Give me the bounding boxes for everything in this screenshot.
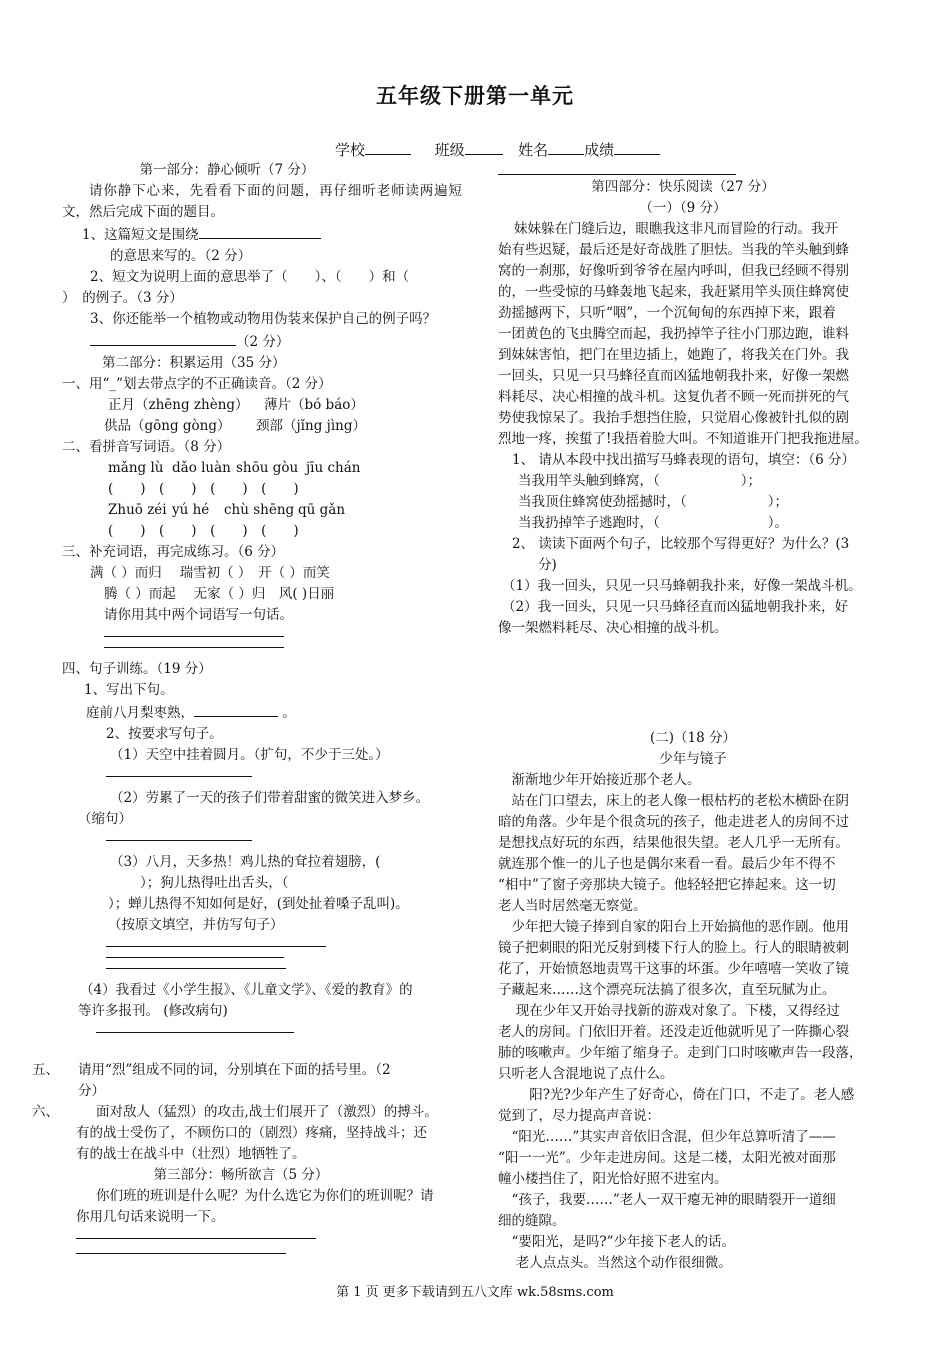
part3: 第三部分：畅所欲言（5 分） 你们班的班训是什么呢？为什么选它为你们的班训呢？请 你用几句话来说明一下。 [76,1165,466,1254]
s4-a: （1）天空中挂着圆月。（扩句，不少于三处。） [110,747,389,763]
pinyin-words-1: mǎng lù dǎo luàn shōu gòu jīu chán [108,460,361,476]
s4-c1: （3）八月，天多热！鸡儿热的耷拉着翅膀，( [110,854,381,870]
reading-two-heading: (二)（18 分） [649,730,736,746]
part1-q3-cont: （2 分） [62,330,462,353]
page-title: 五年级下册第一单元 [376,84,574,108]
school-blank[interactable] [365,140,411,155]
q1-fill-c[interactable]: 当我扔掉竿子逃跑时，（ ）。 [518,515,788,531]
compare-sentence-2: （2）我一回头，只见一只马蜂径直而凶猛地朝我扑来，好 [502,599,849,615]
part1-heading: 第一部分：静心倾听（7 分） [139,162,315,178]
school-label: 学校 [335,141,366,159]
s4-b1: （2）劳累了一天的孩子们带着甜蜜的微笑进入梦乡。 [110,790,430,806]
answer-line[interactable] [76,1228,316,1239]
s4-d2: 等许多报刊。 (修改病句) [78,1003,228,1019]
s4-q2: 2、按要求写句子。 [106,726,223,742]
part4-heading: 第四部分：快乐阅读（27 分） [591,179,775,195]
part1-q2: 2、短文为说明上面的意思举了（ ）、（ ）和（ [90,269,410,285]
answer-line[interactable] [106,830,252,841]
reading-one-heading: （一）（9 分） [639,200,727,216]
answer-brackets-1[interactable]: ( ) ( ) ( ) ( ) [108,481,299,497]
q1-answer-blank[interactable] [199,223,321,239]
answer-line[interactable] [106,958,286,969]
s4-q1-line: 庭前八月梨枣熟， 。 [62,701,462,724]
s4-c2: ）；狗儿热得吐出舌头，（ [140,875,289,891]
answer-line[interactable] [104,637,284,648]
answer-line[interactable] [96,1022,294,1033]
part2-s1: 一、用“_”划去带点字的不正确读音。（2 分） [62,376,332,392]
part1-q2-cont: ） 的例子。（3 分） [62,290,183,306]
poem-answer-blank[interactable] [194,701,278,717]
reading-one-q1: 1、 请从本段中找出描写马蜂表现的语句，填空：（6 分） [512,452,856,468]
q1-fill-a[interactable]: 当我用竿头触到蜂窝，（ ）； [518,473,761,489]
class-label: 班级 [434,141,465,159]
name-blank[interactable] [548,140,584,155]
part1-q3: 3、你还能举一个植物或动物用伪装来保护自己的例子吗？ [90,311,437,327]
idiom-row-2: 腾（ ）而起 无家（ ）归 风( )日丽 [104,586,335,602]
answer-line[interactable] [498,160,736,175]
part1-intro: 请你静下心来，先看看下面的问题，再仔细听老师读两遍短文，然后完成下面的题目。 [62,183,462,220]
part2-heading: 第二部分：积累运用（35 分） [102,355,286,371]
left-column [62,160,462,1037]
s4-q1: 1、写出下句。 [84,682,174,698]
part1-q1-cont: 的意思来写的。（2 分） [110,248,252,264]
part3-heading: 第三部分：畅所欲言（5 分） [153,1167,329,1183]
reading-two-passage: 渐渐地少年开始接近那个老人。 站在门口望去，床上的老人像一根枯朽的老松木横卧在阴 暗的角落。少年是个很贪玩的孩子，他走进老人的房间不过 是想找点好玩的东西，结果他很失望。老人几乎一无所有。 就连那个惟一的儿子也是偶尔来看一看。最后少年不得不 “相中”了窗子旁那块大镜子。他轻轻把它捧起来。这一切 老人当时居然毫无察觉。 少年把大镜子捧到自家的阳台上开始搞他的恶作剧。他用 镜子把刺眼的阳光反射到楼下行人的脸上。行人的眼睛被刺 花了，开始愤怒地责骂干这事的坏蛋。少年嘻嘻一笑收了镜 子藏起来……这个漂亮玩法搞了很多次，直至玩腻为止。 现在少年又开始寻找新的游戏对象了。下楼，又得经过 老人的房间。门依旧开着。还没走近他就听见了一阵撕心裂 肺的咳嗽声。少年缩了缩身子。走到门口时咳嗽声告一段落， 只听老人含混地说了点什么。 阳?光?少年产生了好奇心，倚在门口，不走了。老人感 觉到了，尽力提高声音说： “阳光……”其实声音依旧含混，但少年总算听清了—— “阳一一光”。少年走进房间。这是二楼，太阳光被对面那 幢小楼挡住了，阳光恰好照不进室内。 “孩子，我要……”老人一双干瘪无神的眼睛裂开一道细 细的缝隙。 “要阳光，是吗?”少年接下老人的话。 老人点点头。当然这个动作很细微。 [498,772,863,1271]
page-footer: 第 1 页 更多下载请到五八文库 wk.58sms.com [336,1285,614,1300]
part2-s3: 三、补充词语，再完成练习。（6 分） [62,544,285,560]
reading-one-q2-cont: 分) [538,557,557,573]
answer-line[interactable] [106,947,284,958]
answer-line[interactable] [106,936,326,947]
compare-sentence-1: （1）我一回头，只见一只马蜂朝我扑来，好像一架战斗机。 [502,578,862,594]
s4-b2: （缩句） [78,811,132,827]
answer-line[interactable] [104,626,284,637]
idiom-task: 请你用其中两个词语写一句话。 [104,607,293,623]
answer-brackets-2[interactable]: ( ) ( ) ( ) ( ) [108,523,299,539]
section-six: 六、 面对敌人（猛烈）的攻击,战士们展开了（激烈）的搏斗。 有的战士受伤了，不顾伤口的（剧烈）疼痛，坚持战斗；还 有的战士在战斗中（壮烈）地牺牲了。 [32,1104,438,1162]
s4-c3: ）；蝉儿热得不知如何是好，(到处扯着嗓子乱叫)。 [108,896,409,912]
story-title: 少年与镜子 [659,751,727,767]
score-label: 成绩 [584,141,615,159]
q1-fill-b[interactable]: 当我顶住蜂窝使劲摇撼时，（ ）； [518,494,788,510]
q3-answer-blank[interactable] [90,330,236,346]
pinyin-words-2: Zhuō zéi yú hé chù shēng qū gǎn [108,502,346,518]
pinyin-row-1: 正月（zhēng zhèng） 薄片（bó báo） [108,397,364,413]
reading-two [498,728,888,1274]
s4-c4: （按原文填空，并仿写句子） [108,917,284,933]
right-column [498,160,888,639]
answer-line[interactable] [106,766,252,777]
class-blank[interactable] [465,140,503,155]
name-label: 姓名 [518,141,549,159]
s4-d1: （4）我看过《小学生报》、《儿童文学》、《爱的教育》的 [80,982,413,998]
part1-q1: 1、这篇短文是围绕 [62,223,462,246]
student-info-line [335,140,660,161]
score-blank[interactable] [614,140,660,155]
reading-one-passage: 妹妹躲在门缝后边，眼瞧我这非凡而冒险的行动。我开 始有些迟疑，最后还是好奇战胜了胆怯。当我的竿头触到蜂 窝的一刹那，好像听到爷爷在屋内呼叫，但我已经顾不得别 的，一些受惊的马蜂轰地飞起来，我赶紧用竿头顶住蜂窝使 劲摇撼两下，只听“咽”，一个沉甸甸的东西掉下来，跟着 一团黄色的飞虫腾空而起，我扔掉竿子往小门那边跑，谁料 到妹妹害怕，把门在里边插上，她跑了，将我关在门外。我 一回头，只见一只马蜂径直而凶猛地朝我扑来，好像一架燃 料耗尽、决心相撞的战斗机。这复仇者不顾一死而拼死的气 势使我惊呆了。我抬手想挡住脸，只觉眉心像被针扎似的剧 烈地一疼，挨蜇了!我捂着脸大叫。不知道谁开门把我拖进屋。 [498,221,868,447]
answer-line[interactable] [76,1243,286,1254]
part2-s4: 四、句子训练。（19 分） [62,661,212,677]
idiom-row-1: 满（ ）而归 瑞雪初（ ） 开（ ）而笑 [90,565,330,581]
compare-sentence-2-cont: 像一架燃料耗尽、决心相撞的战斗机。 [498,620,728,636]
section-five: 五、 请用“烈”组成不同的词，分别填在下面的括号里。（2 分） [32,1062,391,1099]
part2-s2: 二、看拼音写词语。（8 分） [62,439,231,455]
pinyin-row-2: 供品（gōng gòng） 颈部（jǐng jìng） [104,418,366,434]
reading-one-q2: 2、 读读下面两个句子，比较那个写得更好？为什么？(3 [512,536,850,552]
